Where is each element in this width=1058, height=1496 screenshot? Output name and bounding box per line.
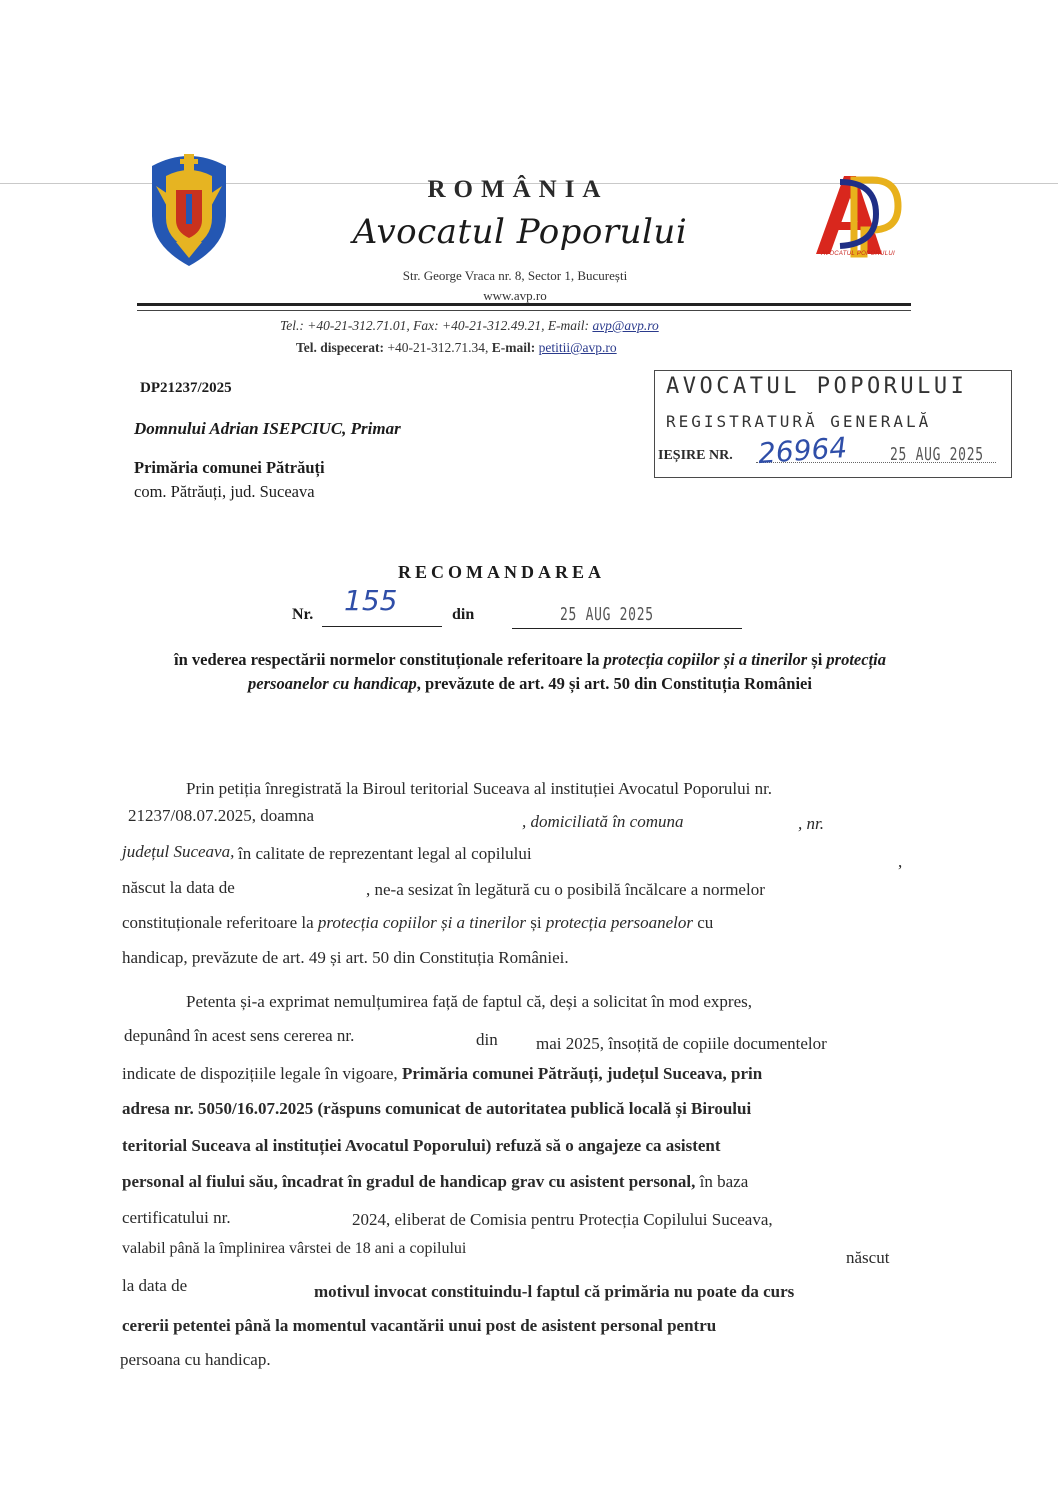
body-line-5e: cu — [692, 913, 714, 932]
subject-part-3: și — [807, 650, 827, 669]
subject-part-2: protecția copiilor și a tinerilor — [603, 650, 808, 669]
body-line-8c: mai 2025, însoțită de copiile documentelor — [536, 1034, 827, 1053]
body-line-3c: , — [898, 852, 903, 871]
body-line-5 — [122, 913, 713, 933]
subject-part-4: protecția persoanelor cu handicap — [248, 650, 886, 693]
subject-part-5: , prevăzute de art. 49 și art. 50 din Constituția României — [416, 674, 812, 693]
recommendation-number: 155 — [344, 584, 398, 617]
body-line-7: Petenta și-a exprimat nemulțumirea față de faptul că, deși a solicitat în mod expres, — [186, 992, 752, 1011]
document-subject — [150, 648, 910, 696]
contact-email-link[interactable]: avp@avp.ro — [592, 318, 659, 333]
logo-caption: AVOCATUL POPORULUI — [821, 251, 895, 257]
body-line-3a: județul Suceava, — [122, 842, 235, 861]
contact-phone-fax: Tel.: +40-21-312.71.01, Fax: +40-21-312.49.21, E-mail: — [280, 318, 593, 333]
body-line-17: persoana cu handicap. — [120, 1350, 271, 1369]
petitions-email-link[interactable]: petitii@avp.ro — [538, 340, 617, 355]
stamp-institution: AVOCATUL POPORULUI — [666, 374, 968, 399]
stamp-date: 25 AUG 2025 — [890, 444, 984, 465]
body-line-13a: certificatului nr. — [122, 1208, 231, 1227]
number-underline — [322, 626, 442, 627]
body-line-8b: din — [476, 1030, 498, 1049]
document-title: RECOMANDAREA — [398, 562, 605, 582]
header-divider-thin — [137, 310, 911, 311]
body-line-6: handicap, prevăzute de art. 49 și art. 50 din Constituția României. — [122, 948, 569, 967]
date-label: din — [452, 606, 475, 623]
body-line-13b: 2024, eliberat de Comisia pentru Protecția Copilului Suceava, — [352, 1210, 773, 1229]
body-line-14a: valabil până la împlinirea vârstei de 18 ani a copilului — [122, 1240, 467, 1257]
subject-part-1: în vederea respectării normelor constituționale referitoare la — [173, 650, 604, 669]
body-line-8a: depunând în acest sens cererea nr. — [124, 1026, 355, 1045]
body-line-15a: la data de — [122, 1276, 188, 1295]
stamp-registry: REGISTRATURĂ GENERALĂ — [666, 412, 932, 431]
body-line-10: adresa nr. 5050/16.07.2025 (răspuns comunicat de autoritatea publică locală și Biroului — [122, 1099, 752, 1118]
stamp-exit-label: IEȘIRE NR. — [658, 448, 733, 463]
body-line-2c: , nr. — [798, 814, 824, 833]
body-line-11: teritorial Suceava al instituției Avocatul Poporului) refuză să o angajeze ca asistent — [122, 1136, 721, 1155]
header-divider — [137, 303, 911, 306]
romania-coat-of-arms-icon — [146, 146, 232, 268]
dispatch-phone: +40-21-312.71.34, — [384, 340, 492, 355]
body-line-9a: indicate de dispozițiile legale în vigoare, — [122, 1064, 402, 1083]
body-line-9b: Primăria comunei Pătrăuți, județul Suceava, prin — [401, 1064, 763, 1083]
body-line-5b: protecția copiilor și a tinerilor — [317, 913, 526, 932]
body-line-12b: în baza — [695, 1172, 749, 1191]
contact-line-1 — [280, 318, 900, 334]
header-institution: Avocatul Poporului — [352, 212, 688, 252]
header-website[interactable]: www.avp.ro — [483, 288, 547, 303]
addressee: Domnului Adrian ISEPCIUC, Primar — [134, 419, 401, 438]
body-line-16: cererii petentei până la momentul vacantării unui post de asistent personal pentru — [122, 1316, 717, 1335]
document-reference: DP21237/2025 — [140, 380, 232, 396]
body-line-1: Prin petiția înregistrată la Biroul teritorial Suceava al instituției Avocatul Poporului nr. — [186, 779, 773, 798]
body-line-3b: în calitate de reprezentant legal al copilului — [238, 844, 532, 863]
body-line-12a: personal al fiului său, încadrat în gradul de handicap grav cu asistent personal, — [122, 1172, 696, 1191]
contact-line-2 — [296, 340, 916, 356]
petitions-email-label: E-mail: — [491, 340, 536, 355]
body-line-5c: și — [525, 913, 546, 932]
recipient-institution: Primăria comunei Pătrăuți — [134, 458, 325, 477]
body-line-14b: născut — [846, 1248, 890, 1267]
avocatul-poporului-logo-icon — [806, 168, 902, 264]
stamp-exit-number: 26964 — [756, 430, 849, 471]
date-underline — [512, 628, 742, 629]
number-label: Nr. — [292, 606, 314, 623]
body-line-5d: protecția persoanelor — [545, 913, 693, 932]
body-line-2a: 21237/08.07.2025, doamna — [128, 806, 315, 825]
body-line-5a: constituționale referitoare la — [122, 913, 318, 932]
body-line-9 — [122, 1064, 762, 1084]
dispatch-label: Tel. dispecerat: — [296, 340, 384, 355]
recommendation-date: 25 AUG 2025 — [560, 604, 654, 625]
header-address: Str. George Vraca nr. 8, Sector 1, București — [402, 268, 628, 283]
body-line-4a: născut la data de — [122, 878, 235, 897]
body-line-15b: motivul invocat constituindu-l faptul că primăria nu poate da curs — [314, 1282, 795, 1301]
body-line-12 — [122, 1172, 748, 1192]
body-line-4b: , ne-a sesizat în legătură cu o posibilă încălcare a normelor — [366, 880, 765, 899]
body-line-2b: , domiciliată în comuna — [522, 812, 684, 831]
recipient-address: com. Pătrăuți, jud. Suceava — [134, 482, 315, 501]
header-country: ROMÂNIA — [427, 176, 609, 203]
